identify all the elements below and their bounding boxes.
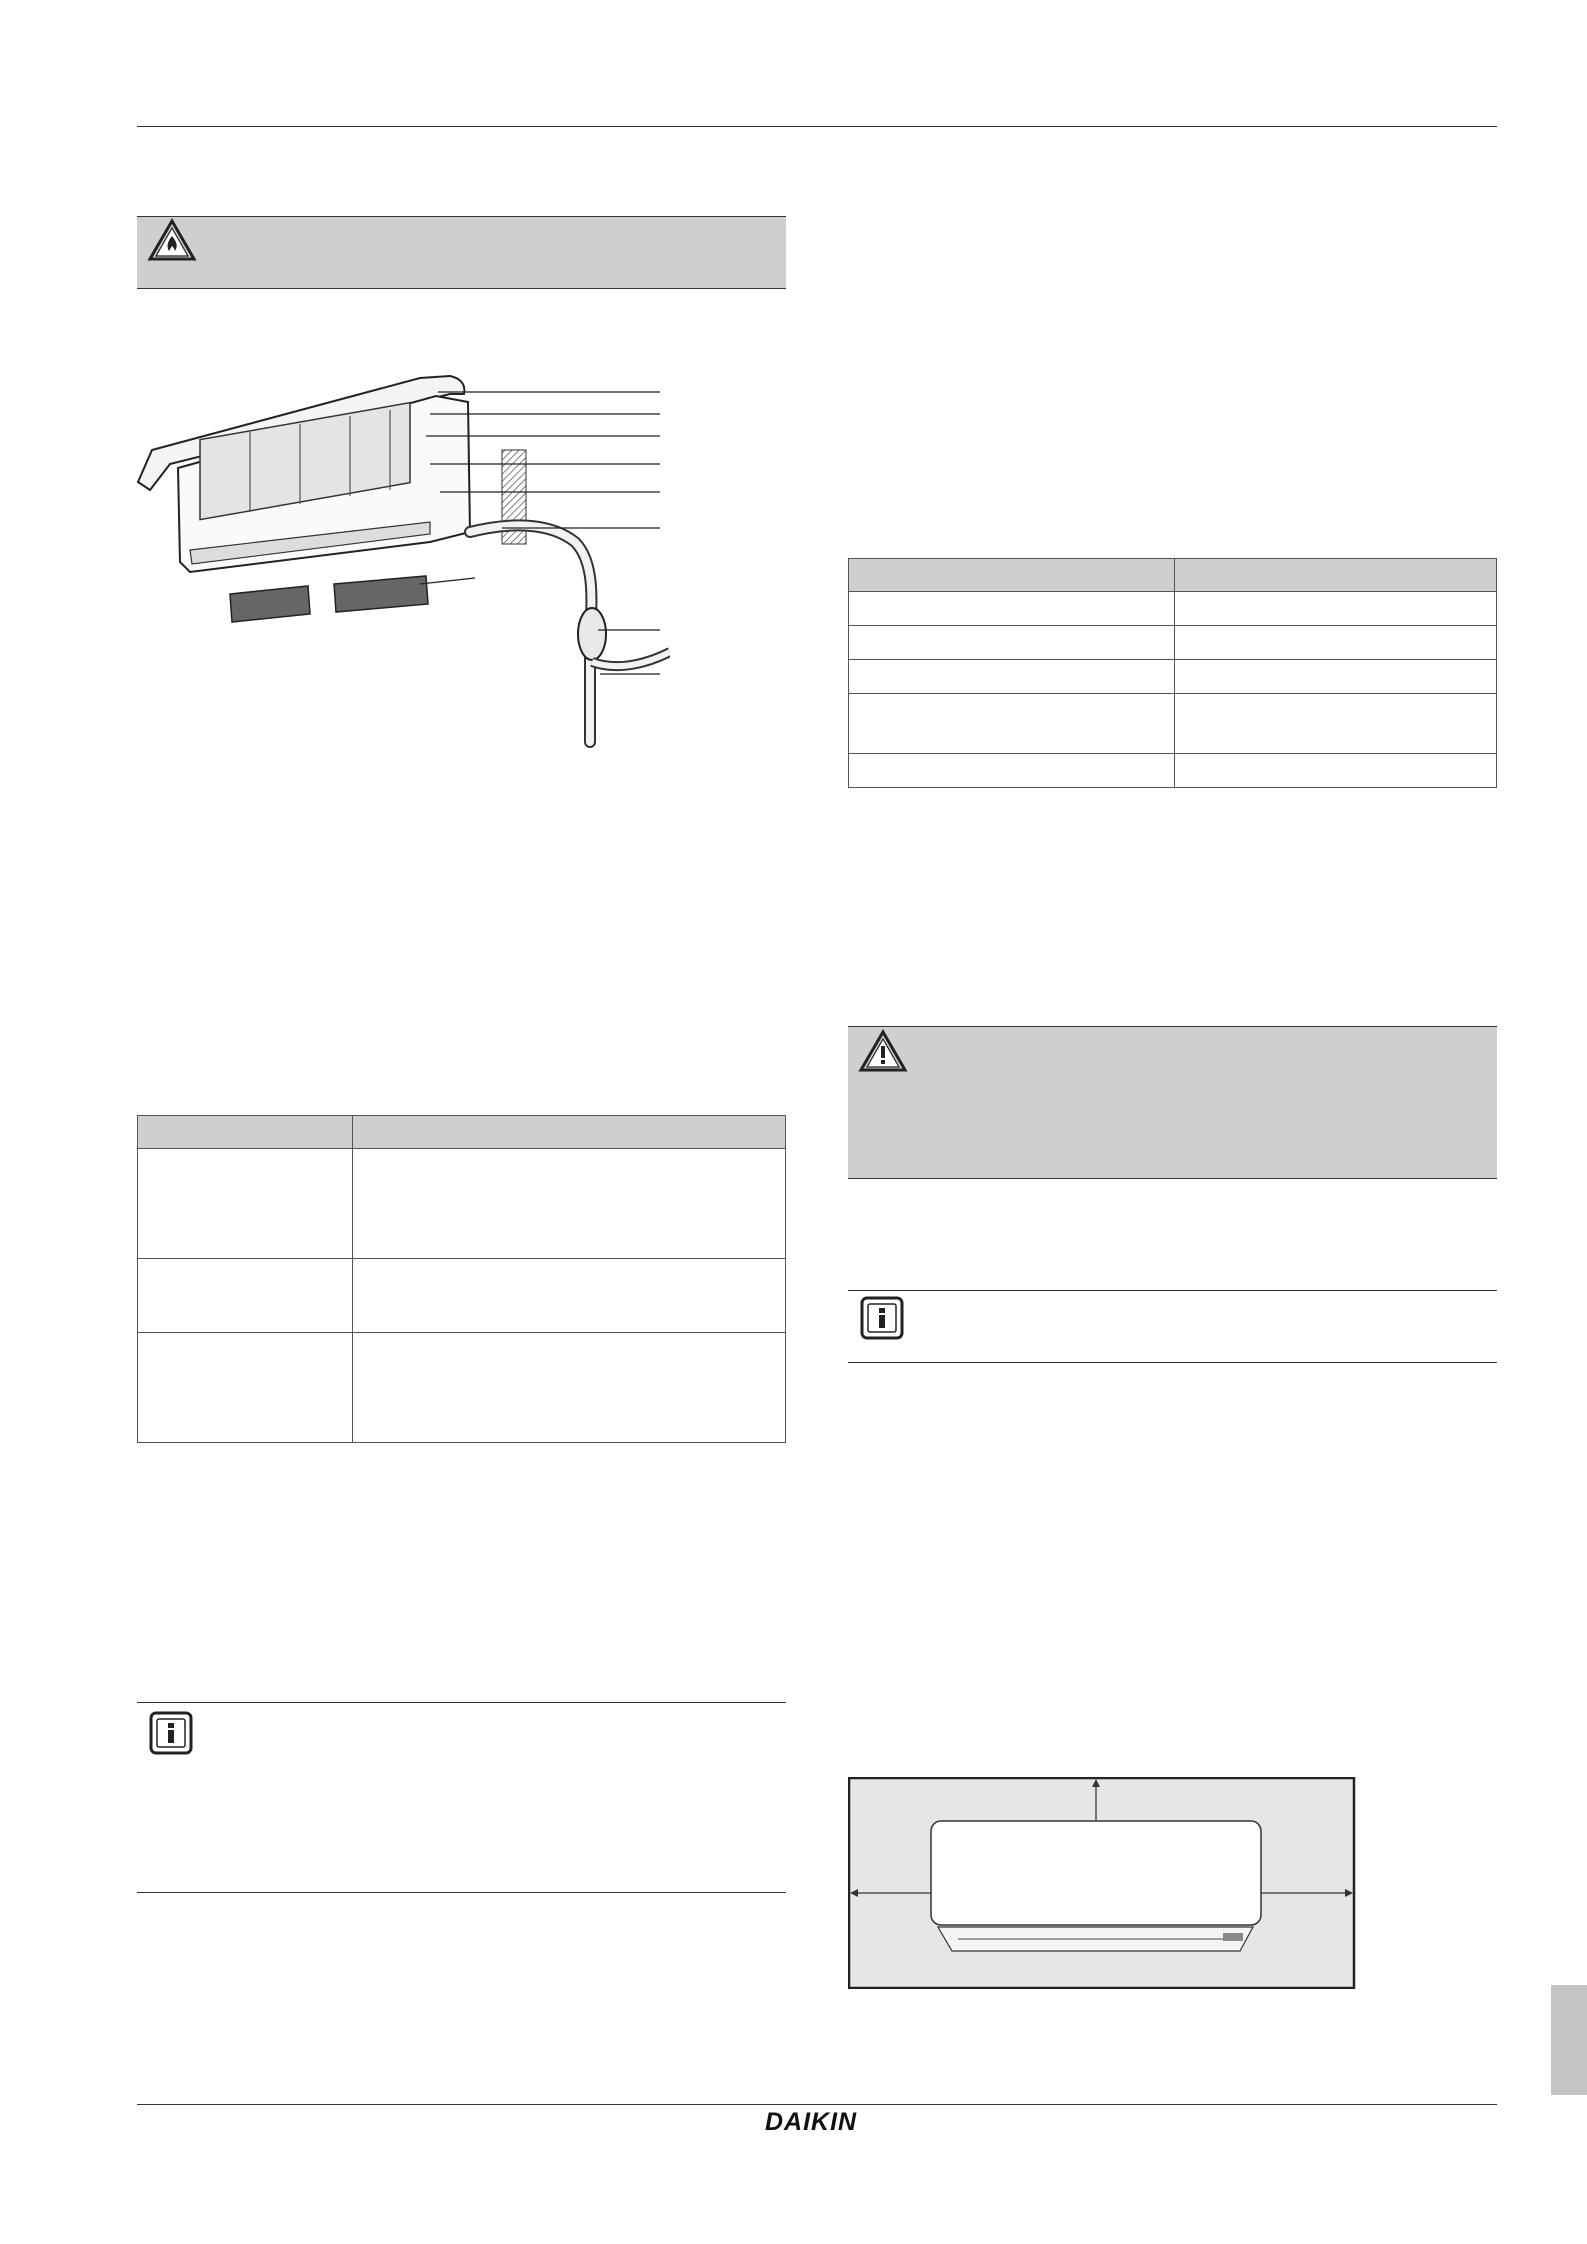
table-header-cell — [849, 559, 1175, 592]
info-box-right-bottom-rule — [848, 1362, 1497, 1363]
table-header-cell — [353, 1116, 786, 1149]
left-table — [137, 1115, 786, 1443]
table-header-cell — [138, 1116, 353, 1149]
table-row — [849, 754, 1497, 788]
info-icon — [149, 1711, 193, 1755]
info-box-left-bottom-rule — [137, 1892, 786, 1893]
footer-rule — [137, 2104, 1497, 2105]
table-row — [849, 660, 1497, 694]
table-row — [138, 1333, 786, 1443]
table-header-row — [849, 559, 1497, 592]
info-box-right-top-rule — [848, 1290, 1497, 1291]
info-icon — [860, 1296, 904, 1340]
caution-box-bottom-rule — [848, 1178, 1497, 1179]
installation-clearance-diagram — [848, 1777, 1356, 1989]
right-table — [848, 558, 1497, 788]
side-tab — [1551, 1985, 1587, 2095]
table-header-row — [138, 1116, 786, 1149]
table-row — [849, 694, 1497, 754]
caution-box — [848, 1026, 1497, 1178]
warning-box-bottom-rule — [137, 288, 786, 289]
table-row — [849, 592, 1497, 626]
daikin-logo: DAIKIN — [765, 2108, 858, 2136]
caution-box-top-rule — [848, 1026, 1497, 1027]
table-row — [138, 1149, 786, 1259]
caution-triangle-icon — [858, 1029, 908, 1073]
table-header-cell — [1175, 559, 1497, 592]
info-box-left-top-rule — [137, 1702, 786, 1703]
flammable-warning-box — [137, 216, 786, 288]
flammable-warning-icon — [147, 218, 197, 262]
indoor-unit-exploded-diagram — [130, 372, 670, 752]
warning-box-top-rule — [137, 216, 786, 217]
table-row — [849, 626, 1497, 660]
table-row — [138, 1259, 786, 1333]
header-rule — [137, 126, 1497, 127]
